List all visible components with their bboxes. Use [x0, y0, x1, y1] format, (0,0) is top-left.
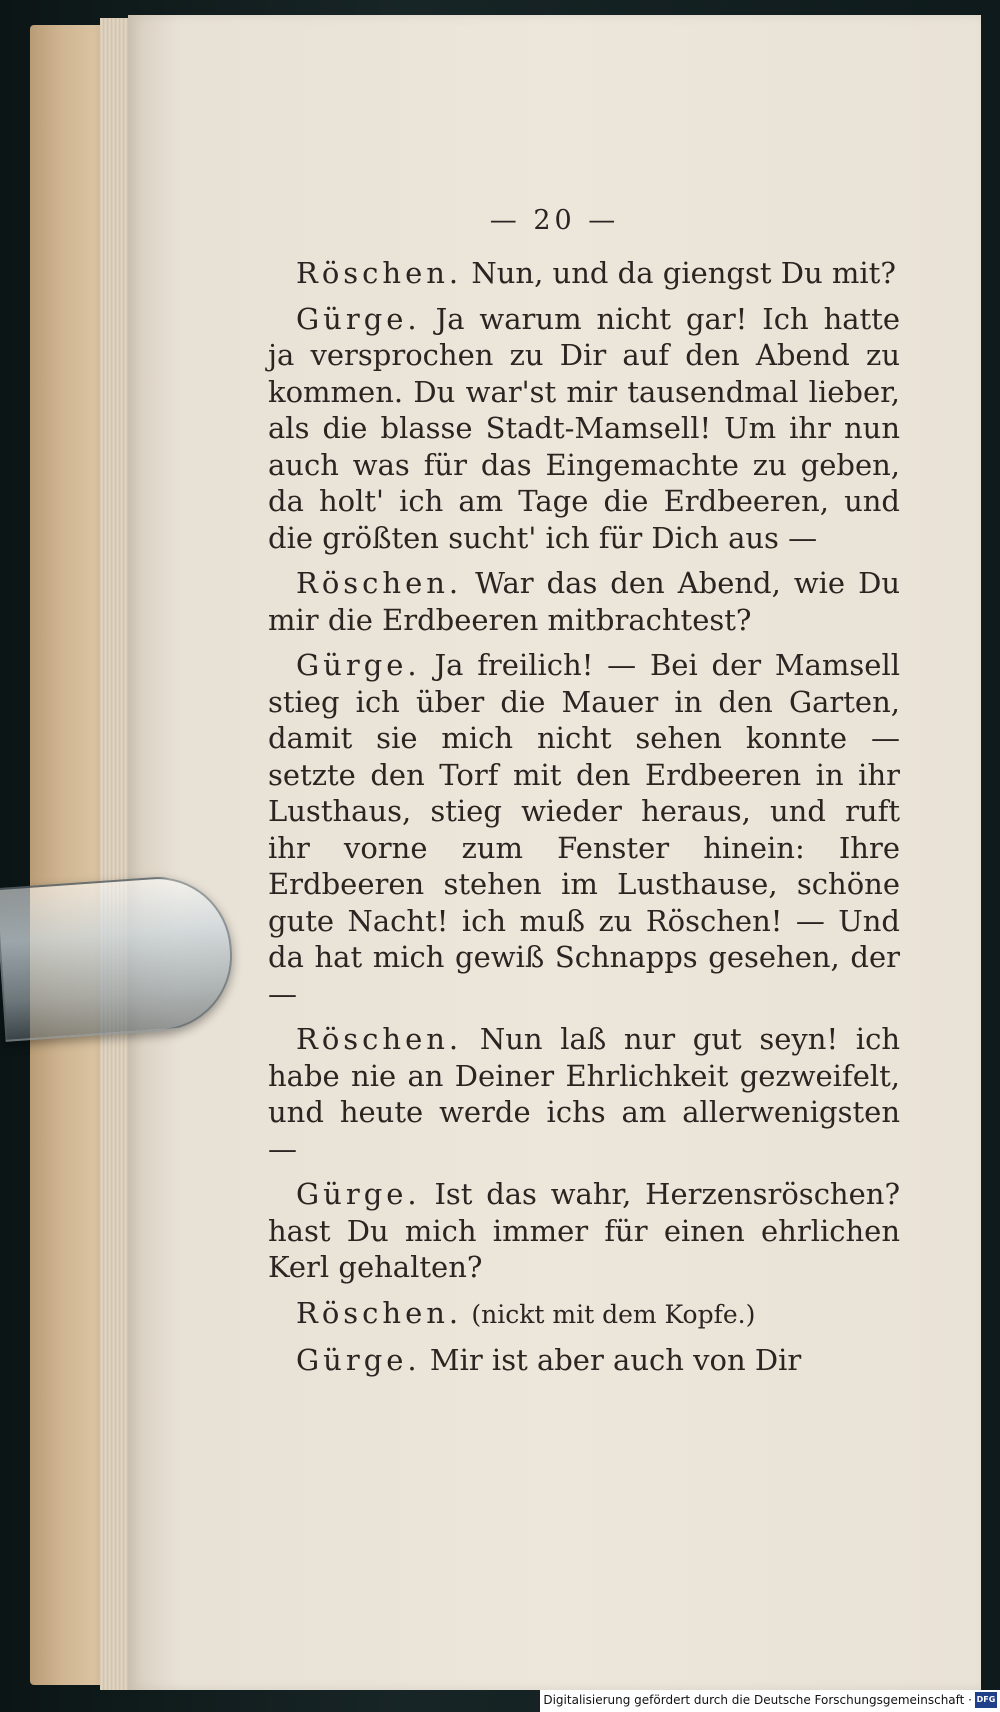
- speaker-name: Röschen.: [296, 1022, 463, 1056]
- speaker-name: Gürge.: [296, 648, 421, 682]
- paragraph: [268, 565, 900, 638]
- speaker-name: Röschen.: [296, 1295, 463, 1330]
- scanner-thumb-holder: [0, 872, 237, 1042]
- speaker-name: Gürge.: [296, 1343, 421, 1377]
- stage-direction: (nickt mit dem Kopfe.): [471, 1299, 756, 1329]
- footer-credit: Digitalisierung gefördert durch die Deutsche Forschungsgemeinschaft ·: [543, 1693, 972, 1707]
- dialogue-text: Nun laß nur gut seyn! ich habe nie an Deiner Ehrlichkeit gezweifelt, und heute werde ichs am allerwenigsten —: [268, 1022, 900, 1166]
- paragraph: [268, 301, 900, 557]
- paragraph: [268, 647, 900, 1012]
- dialogue-text: Ja warum nicht gar! Ich hatte ja versprochen zu Dir auf den Abend zu kommen. Du war'st mir tausendmal lieber, als die blasse Stadt-Mamsell! Um ihr nun auch was für das Eingemachte zu geben, da holt' ich am Tage die Erdbeeren, und die größten sucht' ich für Dich aus —: [268, 301, 900, 555]
- dialogue-text: War das den Abend, wie Du mir die Erdbeeren mitbrachtest?: [268, 566, 900, 637]
- dialogue-text: Ist das wahr, Herzensröschen? hast Du mich immer für einen ehrlichen Kerl gehalten?: [268, 1177, 900, 1284]
- text-block: [268, 255, 900, 1379]
- paragraph: [268, 1176, 900, 1286]
- paragraph: [268, 1021, 900, 1167]
- dialogue-text: Mir ist aber auch von Dir: [429, 1343, 802, 1377]
- speaker-name: Gürge.: [296, 1177, 421, 1211]
- speaker-name: Röschen.: [296, 566, 463, 600]
- dialogue-text: Ja freilich! — Bei der Mamsell stieg ich über die Mauer in den Garten, damit sie mich nicht sehen konnte — setzte den Torf mit den Erdbeeren in ihr Lusthaus, stieg wieder heraus, und ruft ihr vorne zum Fenster hinein: Ihre Erdbeeren stehen im Lusthause, schöne gute Nacht! ich muß zu Röschen! — Und da hat mich gewiß Schnapps gesehen, der —: [268, 648, 901, 1011]
- page-number: — 20 —: [489, 205, 620, 236]
- paragraph: [268, 255, 900, 292]
- dialogue-text: Nun, und da giengst Du mit?: [471, 256, 896, 290]
- speaker-name: Gürge.: [296, 301, 421, 336]
- speaker-name: Röschen.: [296, 256, 463, 290]
- paragraph: [268, 1295, 900, 1334]
- dfg-logo-icon: DFG: [975, 1692, 997, 1708]
- paragraph: [268, 1342, 900, 1379]
